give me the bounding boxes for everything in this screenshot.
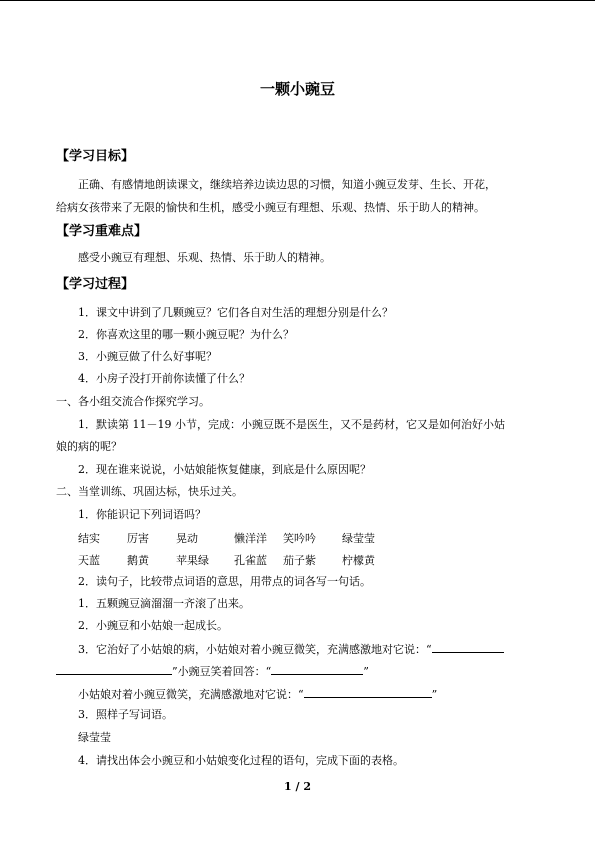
word: 绿莹莹 [342,532,375,545]
word: 厉害 [127,532,149,545]
section-2-item-1: 1．你能识记下列词语吗？ [78,508,206,521]
key-points-heading: 【学习重难点】 [56,224,148,239]
closing-quote: ” [431,688,438,701]
sentence-4-text: 小姑娘对着小豌豆微笑，充满感激地对它说：“ [78,688,304,701]
section-2-item-4: 4．请找出体会小豌豆和小姑娘变化过程的语句，完成下面的表格。 [78,754,404,767]
sentence-3-line2 [56,663,369,679]
word: 孔雀蓝 [234,554,267,567]
example-word: 绿莹莹 [78,731,111,744]
word: 柠檬黄 [342,554,375,567]
word: 苹果绿 [176,554,209,567]
section-1-item-1-line2: 娘的病的呢？ [56,440,122,453]
answer-blank[interactable] [56,663,172,675]
section-2-heading: 二、当堂训练、巩固达标，快乐过关。 [56,485,243,498]
sentence-2: 2．小豌豆和小姑娘一起成长。 [78,619,228,632]
sentence-1: 1．五颗豌豆滴溜溜一齐滚了出来。 [78,597,250,610]
process-heading: 【学习过程】 [56,277,135,292]
word: 天蓝 [78,554,100,567]
section-2-item-2: 2．读句子，比较带点词语的意思，用带点的词各写一句话。 [78,575,371,588]
section-1-heading: 一、各小组交流合作探究学习。 [56,395,210,408]
question-3: 3．小豌豆做了什么好事呢？ [78,350,217,363]
question-1: 1．课文中讲到了几颗豌豆？它们各自对生活的理想分别是什么？ [78,306,393,319]
word: 结实 [78,532,100,545]
sentence-3-line1 [78,641,504,657]
answer-blank[interactable] [304,686,432,698]
word: 懒洋洋 [234,532,267,545]
top-rule [0,0,595,1]
sentence-3-text: ”小豌豆笑着回答：“ [172,665,272,678]
section-1-item-1-line1: 1．默读第 11－19 小节，完成：小豌豆既不是医生，又不是药材，它又是如何治好小姑 [78,418,505,431]
word: 茄子紫 [283,554,316,567]
goals-text-line1: 正确、有感情地朗读课文，继续培养边读边思的习惯，知道小豌豆发芽、生长、开花， [78,178,496,191]
word: 笑吟吟 [283,532,316,545]
word: 鹅黄 [127,554,149,567]
answer-blank[interactable] [271,663,363,675]
section-2-item-3: 3．照样子写词语。 [78,708,173,721]
sentence-3-text: 3．它治好了小姑娘的病，小姑娘对着小豌豆微笑，充满感激地对它说：“ [78,643,432,656]
goals-text-line2: 给病女孩带来了无限的愉快和生机，感受小豌豆有理想、乐观、热情、乐于助人的精神。 [56,201,485,214]
page-number: 1 / 2 [284,780,311,793]
answer-blank[interactable] [432,641,504,653]
section-1-item-2: 2．现在谁来说说，小姑娘能恢复健康，到底是什么原因呢？ [78,463,371,476]
goals-heading: 【学习目标】 [56,149,135,164]
key-points-text: 感受小豌豆有理想、乐观、热情、乐于助人的精神。 [78,251,331,264]
word: 晃动 [176,532,198,545]
question-4: 4．小房子没打开前你读懂了什么？ [78,372,250,385]
question-2: 2．你喜欢这里的哪一颗小豌豆呢？为什么？ [78,328,294,341]
page-title: 一颗小豌豆 [259,80,335,98]
closing-quote: ” [363,665,369,678]
sentence-4 [78,686,437,702]
